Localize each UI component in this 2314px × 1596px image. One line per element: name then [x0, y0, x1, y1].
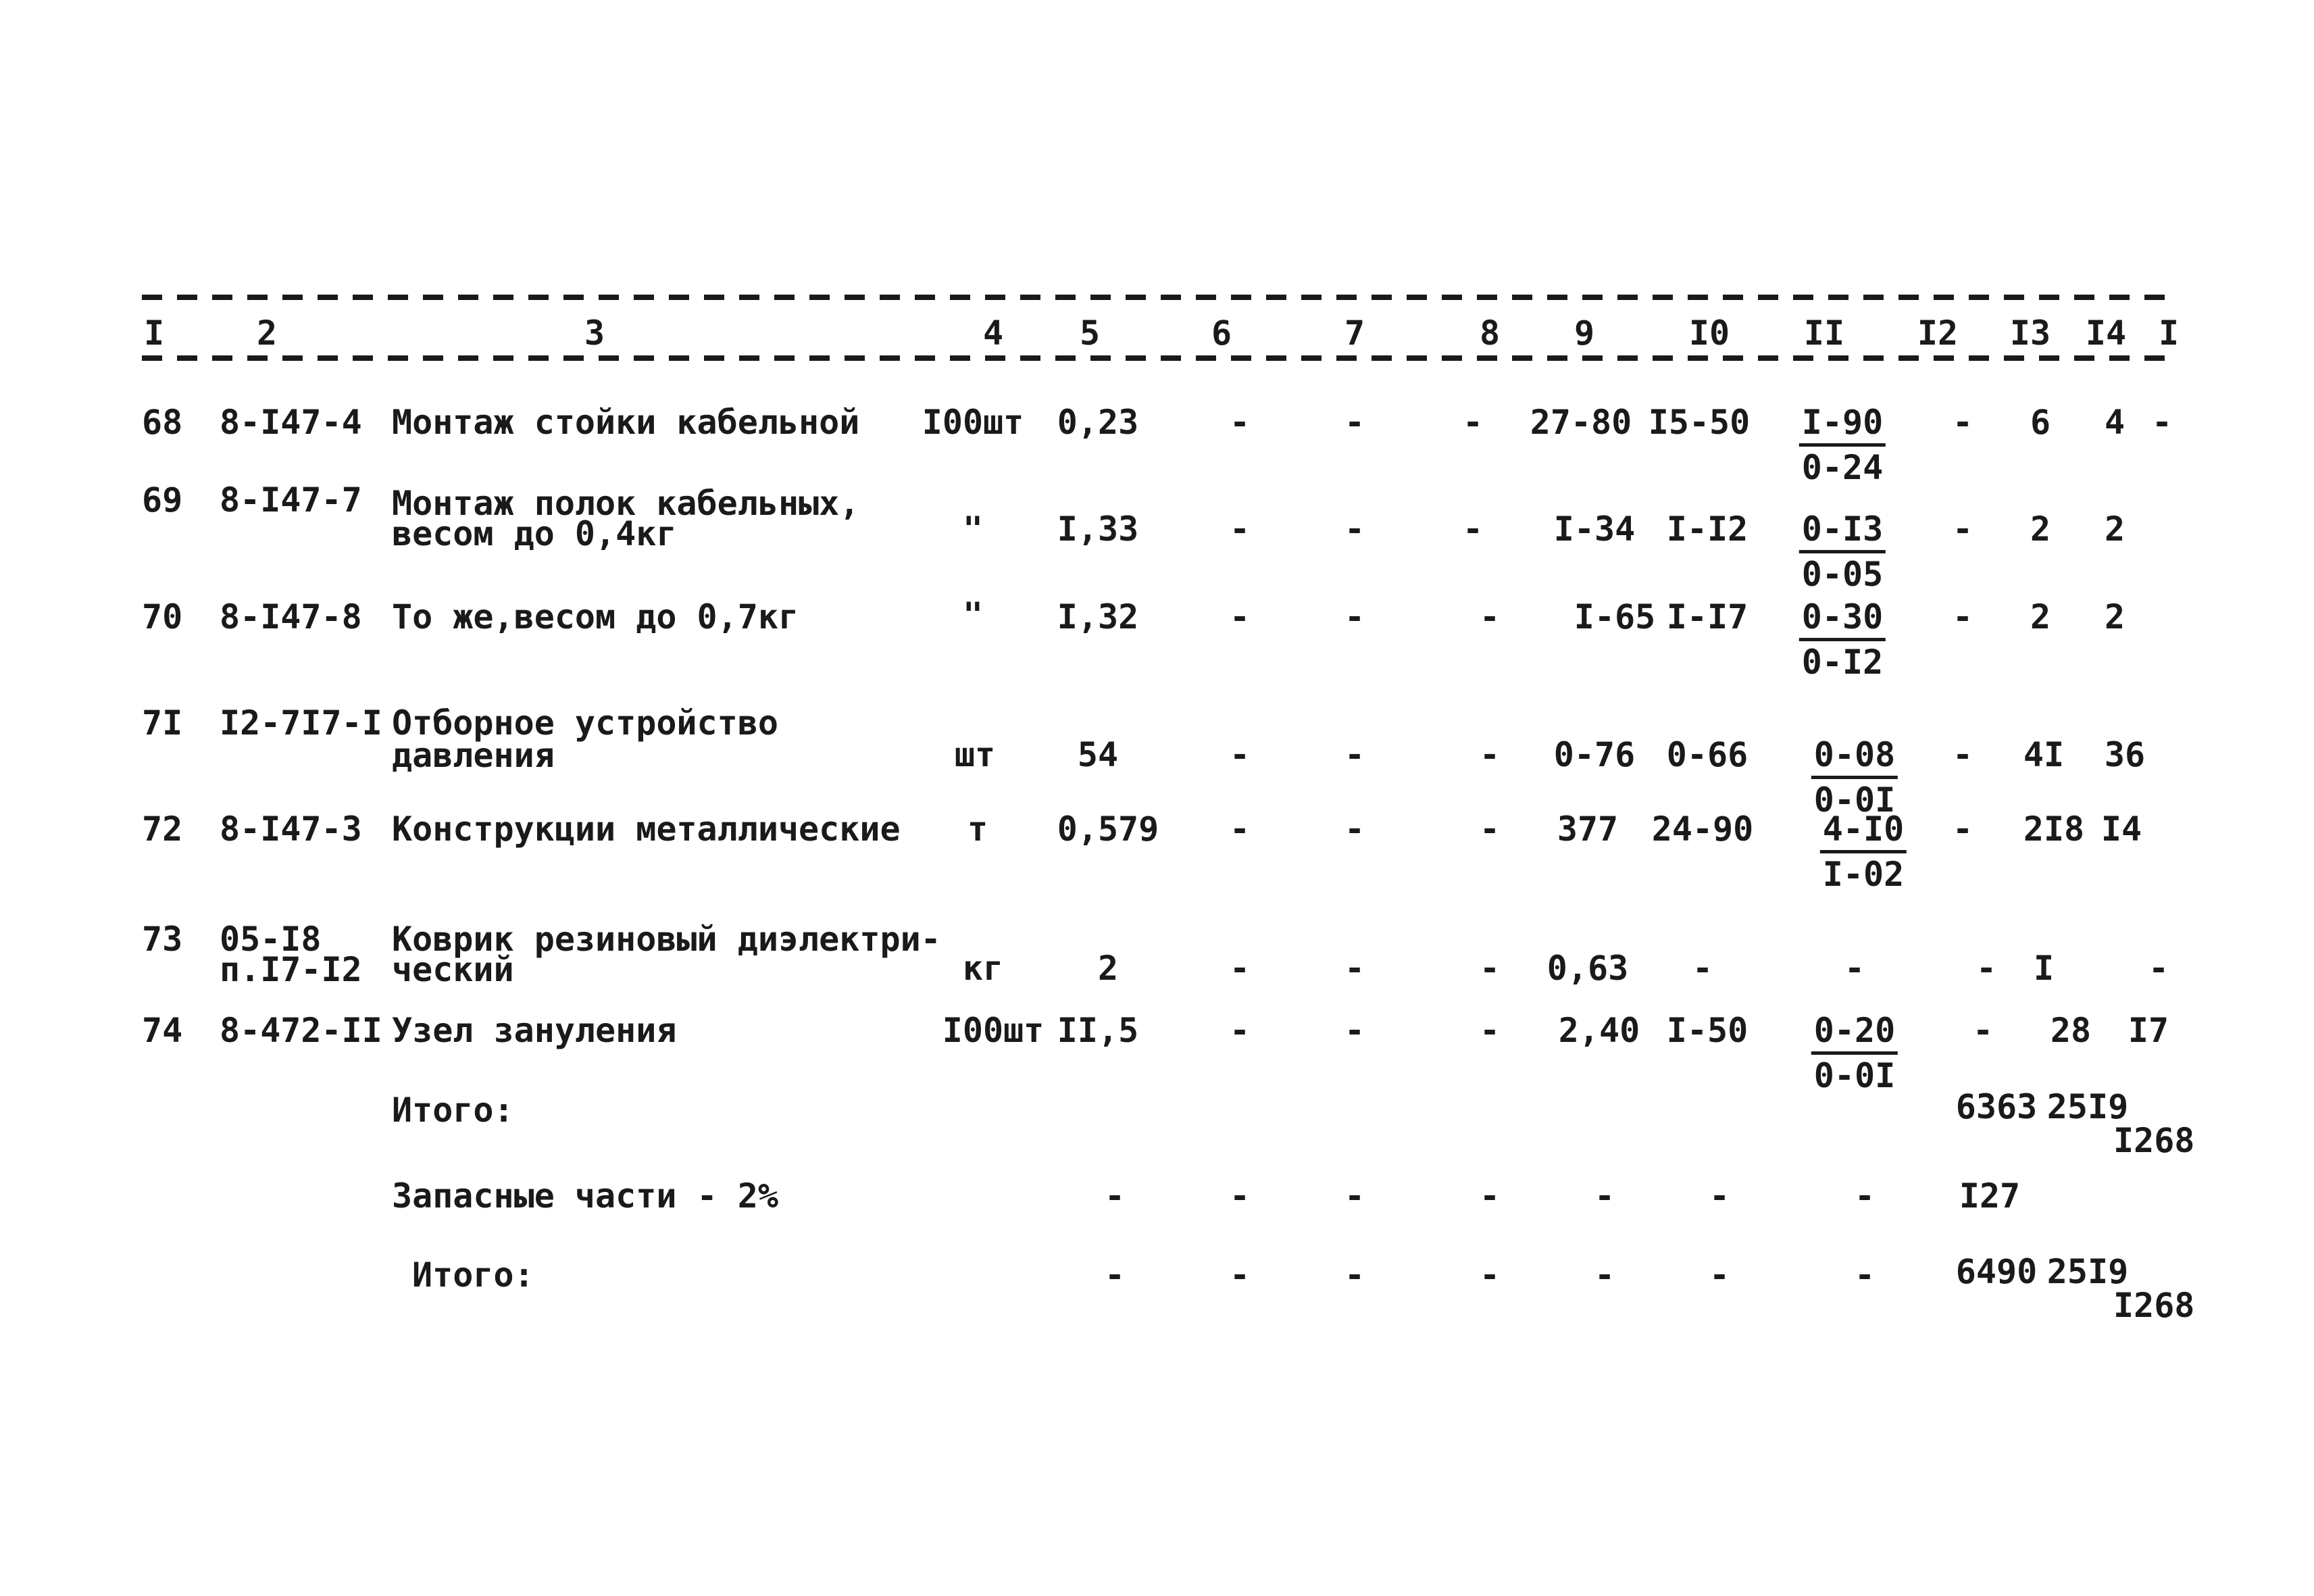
row-c11: -	[1844, 949, 1865, 988]
spare-dash: -	[1344, 1176, 1365, 1216]
row-c12: -	[1952, 597, 1973, 637]
row-c15: -	[2151, 403, 2173, 442]
row-c7: -	[1344, 597, 1365, 637]
row-c9: I-65	[1574, 597, 1656, 637]
total-dash: -	[1709, 1255, 1730, 1295]
row-c13: 4I	[2023, 735, 2065, 774]
row-c14: 2	[2104, 597, 2126, 637]
col-header-1: I	[143, 314, 165, 353]
row-c10: I-I7	[1666, 597, 1749, 637]
row-unit: "	[962, 595, 984, 634]
spare-parts-label: Запасные части - 2%	[392, 1176, 778, 1216]
row-number: 72	[142, 809, 183, 849]
spare-dash: -	[1709, 1176, 1730, 1216]
row-c6: -	[1229, 735, 1251, 774]
row-code: 8-472-II	[220, 1011, 382, 1050]
col-header-11: II	[1803, 314, 1845, 353]
row-code: 8-I47-8	[220, 597, 362, 637]
col-header-15: I	[2158, 314, 2180, 353]
row-c14: 36	[2104, 735, 2146, 774]
total-dash: -	[1344, 1255, 1365, 1295]
row-c11-top: 4-I0	[1820, 812, 1907, 853]
row-number: 7I	[142, 703, 183, 743]
row-c8: -	[1479, 809, 1501, 849]
row-c11-fraction	[1811, 735, 1898, 820]
row-c6: -	[1229, 1011, 1251, 1050]
row-c11-fraction	[1811, 1011, 1898, 1095]
row-number: 68	[142, 403, 183, 442]
row-name: То же,весом до 0,7кг	[392, 597, 799, 637]
total-col12: 6363	[1955, 1087, 2038, 1126]
row-code: 8-I47-7	[220, 480, 362, 520]
row-unit: шт	[954, 735, 996, 774]
row-code: I2-7I7-I	[220, 703, 382, 743]
row-name: Узел зануления	[392, 1011, 677, 1050]
row-c14: I4	[2101, 809, 2142, 849]
col-header-12: I2	[1917, 314, 1959, 353]
total-col12: 6490	[1955, 1252, 2038, 1291]
row-c11-top: 0-I3	[1799, 512, 1886, 553]
row-unit: I00шт	[942, 1011, 1045, 1050]
row-c11-fraction	[1799, 509, 1886, 594]
row-c10: -	[1692, 949, 1713, 988]
row-number: 73	[142, 920, 183, 959]
row-qty: 2	[1097, 949, 1119, 988]
row-number: 74	[142, 1011, 183, 1050]
spare-dash: -	[1229, 1176, 1251, 1216]
row-c10: 0-66	[1666, 735, 1749, 774]
row-unit: т	[967, 809, 988, 849]
spare-dash: -	[1854, 1176, 1876, 1216]
row-c10: 24-90	[1651, 809, 1754, 849]
row-code: 8-I47-4	[220, 403, 362, 442]
total-label: Итого:	[412, 1255, 534, 1295]
row-c12: -	[1952, 809, 1973, 849]
col-header-13: I3	[2009, 314, 2051, 353]
row-c6: -	[1229, 597, 1251, 637]
row-c13: 2	[2030, 509, 2051, 549]
col-header-7: 7	[1344, 314, 1365, 353]
row-name-line1: Коврик резиновый диэлектри-	[392, 920, 941, 959]
row-qty: 54	[1077, 735, 1119, 774]
row-c12: -	[1972, 1011, 1994, 1050]
row-c11-bottom: 0-24	[1801, 448, 1884, 487]
row-c13: 28	[2050, 1011, 2092, 1050]
spare-col12: I27	[1959, 1176, 2021, 1216]
row-unit: I00шт	[922, 403, 1024, 442]
spare-dash: -	[1104, 1176, 1126, 1216]
row-c6: -	[1229, 809, 1251, 849]
col-header-2: 2	[256, 314, 278, 353]
row-code-line1: 05-I8	[220, 920, 322, 959]
row-c6: -	[1229, 509, 1251, 549]
col-header-10: I0	[1688, 314, 1730, 353]
row-c14: I7	[2128, 1011, 2169, 1050]
row-c14: 4	[2104, 403, 2126, 442]
total-col14: I268	[2113, 1121, 2195, 1160]
row-qty: II,5	[1057, 1011, 1139, 1050]
row-c8: -	[1462, 403, 1484, 442]
row-c11-top: 0-08	[1811, 738, 1898, 779]
row-c11-fraction	[1799, 403, 1886, 487]
row-qty: 0,23	[1057, 403, 1139, 442]
row-c9: I-34	[1553, 509, 1636, 549]
row-c9: 0-76	[1553, 735, 1636, 774]
row-c13: 2I8	[2023, 809, 2085, 849]
row-name-line2: ческий	[392, 950, 514, 989]
row-name-line1: Монтаж полок кабельных,	[392, 484, 860, 523]
total-col13: 25I9	[2046, 1252, 2129, 1291]
row-code-line2: п.I7-I2	[220, 950, 362, 989]
col-header-9: 9	[1574, 314, 1595, 353]
col-header-6: 6	[1211, 314, 1232, 353]
row-c11-bottom: 0-I2	[1801, 643, 1884, 682]
row-c7: -	[1344, 735, 1365, 774]
row-c9: 2,40	[1558, 1011, 1640, 1050]
row-c13: 2	[2030, 597, 2051, 637]
row-c7: -	[1344, 949, 1365, 988]
row-code: 8-I47-3	[220, 809, 362, 849]
col-header-4: 4	[982, 314, 1004, 353]
col-header-8: 8	[1479, 314, 1501, 353]
total-dash: -	[1104, 1255, 1126, 1295]
col-header-5: 5	[1079, 314, 1101, 353]
row-number: 69	[142, 480, 183, 520]
row-c10: I-I2	[1666, 509, 1749, 549]
row-c12: -	[1952, 509, 1973, 549]
total-dash: -	[1854, 1255, 1876, 1295]
spare-dash: -	[1594, 1176, 1615, 1216]
row-c11-bottom: I-02	[1822, 855, 1905, 894]
row-c11-bottom: 0-0I	[1813, 1056, 1896, 1095]
header-top-rule	[142, 295, 2172, 300]
row-c9: 377	[1557, 809, 1619, 849]
row-c9: 0,63	[1546, 949, 1629, 988]
row-number: 70	[142, 597, 183, 637]
row-unit: "	[962, 509, 984, 549]
total-label: Итого:	[392, 1091, 514, 1130]
row-c6: -	[1229, 403, 1251, 442]
row-c10: I-50	[1666, 1011, 1749, 1050]
row-c11-top: 0-30	[1799, 600, 1886, 641]
row-c12: -	[1976, 949, 1997, 988]
spare-dash: -	[1479, 1176, 1501, 1216]
row-c13: 6	[2030, 403, 2051, 442]
row-c8: -	[1479, 1011, 1501, 1050]
row-c8: -	[1479, 949, 1501, 988]
row-unit: кг	[962, 949, 1004, 988]
row-c11-bottom: 0-0I	[1813, 780, 1896, 820]
total-dash: -	[1229, 1255, 1251, 1295]
total-dash: -	[1594, 1255, 1615, 1295]
row-c11-bottom: 0-05	[1801, 555, 1884, 594]
row-c8: -	[1462, 509, 1484, 549]
row-c14: 2	[2104, 509, 2126, 549]
row-c7: -	[1344, 403, 1365, 442]
row-c7: -	[1344, 1011, 1365, 1050]
row-c9: 27-80	[1530, 403, 1632, 442]
col-header-3: 3	[584, 314, 605, 353]
row-name-line2: давления	[392, 736, 555, 775]
row-c7: -	[1344, 809, 1365, 849]
row-name: Монтаж стойки кабельной	[392, 403, 860, 442]
row-name: Конструкции металлические	[392, 809, 901, 849]
row-qty: I,33	[1057, 509, 1139, 549]
total-col14: I268	[2113, 1286, 2195, 1325]
row-c13: I	[2033, 949, 2055, 988]
row-c8: -	[1479, 597, 1501, 637]
row-name-line2: весом до 0,4кг	[392, 514, 677, 553]
total-col13: 25I9	[2046, 1087, 2129, 1126]
row-c11-top: 0-20	[1811, 1014, 1898, 1055]
row-name-line1: Отборное устройство	[392, 703, 778, 743]
row-c11-fraction	[1820, 809, 1907, 894]
row-c6: -	[1229, 949, 1251, 988]
row-c11-top: I-90	[1799, 405, 1886, 447]
row-c7: -	[1344, 509, 1365, 549]
row-c8: -	[1479, 735, 1501, 774]
row-c10: I5-50	[1648, 403, 1751, 442]
col-header-14: I4	[2085, 314, 2127, 353]
total-dash: -	[1479, 1255, 1501, 1295]
row-qty: 0,579	[1057, 809, 1159, 849]
row-c11-fraction	[1799, 597, 1886, 682]
row-qty: I,32	[1057, 597, 1139, 637]
row-c14: -	[2148, 949, 2169, 988]
row-c12: -	[1952, 735, 1973, 774]
row-c12: -	[1952, 403, 1973, 442]
header-bottom-rule	[142, 355, 2172, 361]
